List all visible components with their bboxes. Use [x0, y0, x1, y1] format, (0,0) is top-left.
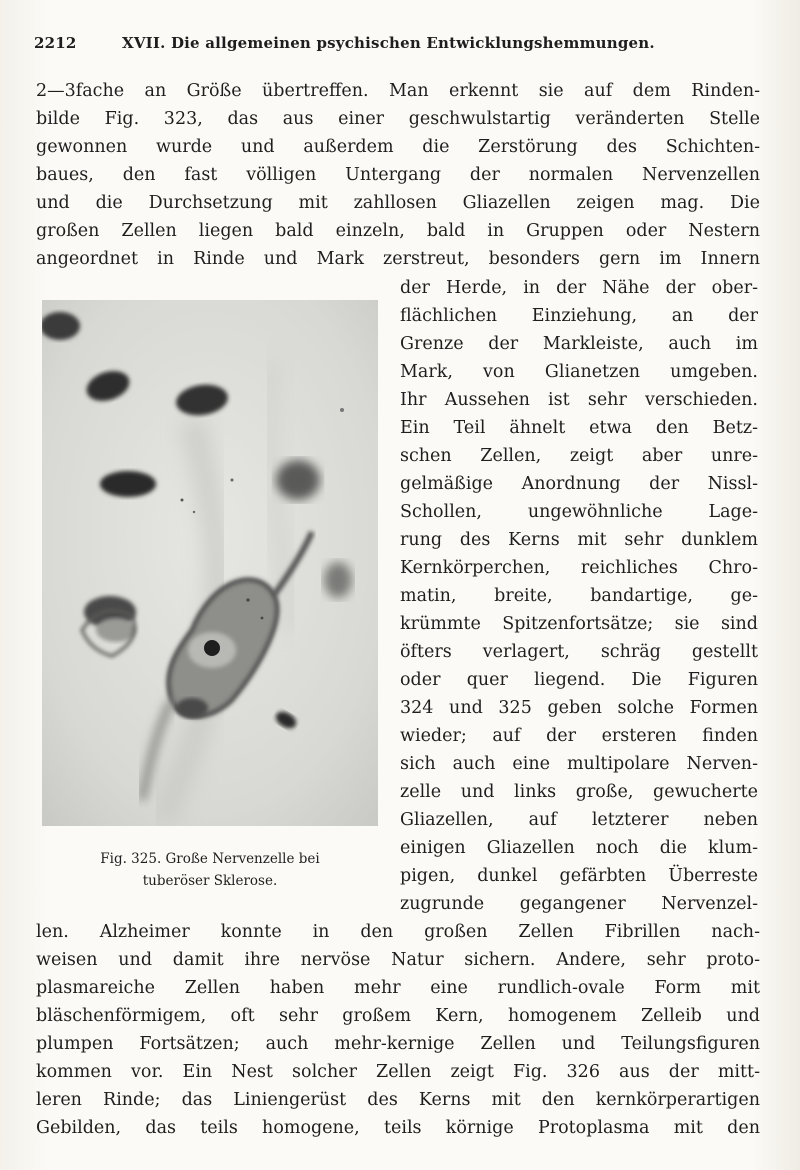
text-line: und die Durchsetzung mit zahllosen Gliazellen zeigen mag. Die — [36, 193, 760, 213]
text-line: der Herde, in der Nähe der ober- — [400, 278, 758, 298]
text-line: matin, breite, bandartige, ge- — [400, 586, 758, 606]
text-line: Gebilden, das teils homogene, teils körnige Protoplasma mit den — [36, 1118, 760, 1138]
text-line: einigen Gliazellen noch die klum- — [400, 838, 758, 858]
text-line: großen Zellen liegen bald einzeln, bald in Gruppen oder Nestern — [36, 221, 760, 241]
text-line: Ihr Aussehen ist sehr verschieden. — [400, 390, 758, 410]
micrograph-image — [42, 300, 378, 826]
text-line: leren Rinde; das Liniengerüst des Kerns mit den kernkörperartigen — [36, 1090, 760, 1110]
text-line: gelmäßige Anordnung der Nissl- — [400, 474, 758, 494]
text-line: kommen vor. Ein Nest solcher Zellen zeigt Fig. 326 aus der mitt- — [36, 1062, 760, 1082]
text-line: krümmte Spitzenfortsätze; sie sind — [400, 614, 758, 634]
caption-line: Fig. 325. Große Nervenzelle bei — [100, 851, 320, 867]
text-line: angeordnet in Rinde und Mark zerstreut, besonders gern im Innern — [36, 249, 760, 269]
micrograph-figure — [42, 300, 378, 826]
text-line: oder quer liegend. Die Figuren — [400, 670, 758, 690]
text-line: bilde Fig. 323, das aus einer geschwulstartig veränderten Stelle — [36, 109, 760, 129]
text-line: gewonnen wurde und außerdem die Zerstörung des Schichten- — [36, 137, 760, 157]
text-line: plumpen Fortsätzen; auch mehr-kernige Zellen und Teilungsfiguren — [36, 1034, 760, 1054]
text-line: Schollen, ungewöhnliche Lage- — [400, 502, 758, 522]
figure-caption — [40, 848, 380, 892]
text-line: weisen und damit ihre nervöse Natur sichern. Andere, sehr proto- — [36, 950, 760, 970]
caption-line: tuberöser Sklerose. — [142, 873, 278, 889]
text-line: schen Zellen, zeigt aber unre- — [400, 446, 758, 466]
text-line: Grenze der Markleiste, auch im — [400, 334, 758, 354]
text-line: Kernkörperchen, reichliches Chro- — [400, 558, 758, 578]
text-line: flächlichen Einziehung, an der — [400, 306, 758, 326]
text-line: 2—3fache an Größe übertreffen. Man erkennt sie auf dem Rinden- — [36, 81, 760, 101]
text-line: wieder; auf der ersteren finden — [400, 726, 758, 746]
text-line: Mark, von Glianetzen umgeben. — [400, 362, 758, 382]
page-number: 2212 — [34, 34, 77, 52]
text-line: Ein Teil ähnelt etwa den Betz- — [400, 418, 758, 438]
text-line: len. Alzheimer konnte in den großen Zellen Fibrillen nach- — [36, 922, 760, 942]
text-line: sich auch eine multipolare Nerven- — [400, 754, 758, 774]
running-title: XVII. Die allgemeinen psychischen Entwicklungshemmungen. — [122, 34, 655, 52]
running-header — [34, 34, 774, 58]
text-line: pigen, dunkel gefärbten Überreste — [400, 866, 758, 886]
text-line: 324 und 325 geben solche Formen — [400, 698, 758, 718]
text-line: zelle und links große, gewucherte — [400, 782, 758, 802]
text-line: baues, den fast völligen Untergang der normalen Nervenzellen — [36, 165, 760, 185]
text-line: öfters verlagert, schräg gestellt — [400, 642, 758, 662]
text-line: zugrunde gegangener Nervenzel- — [400, 894, 758, 914]
text-line: Gliazellen, auf letzterer neben — [400, 810, 758, 830]
text-line: bläschenförmigem, oft sehr großem Kern, homogenem Zelleib und — [36, 1006, 760, 1026]
text-line: rung des Kerns mit sehr dunklem — [400, 530, 758, 550]
text-line: plasmareiche Zellen haben mehr eine rundlich-ovale Form mit — [36, 978, 760, 998]
